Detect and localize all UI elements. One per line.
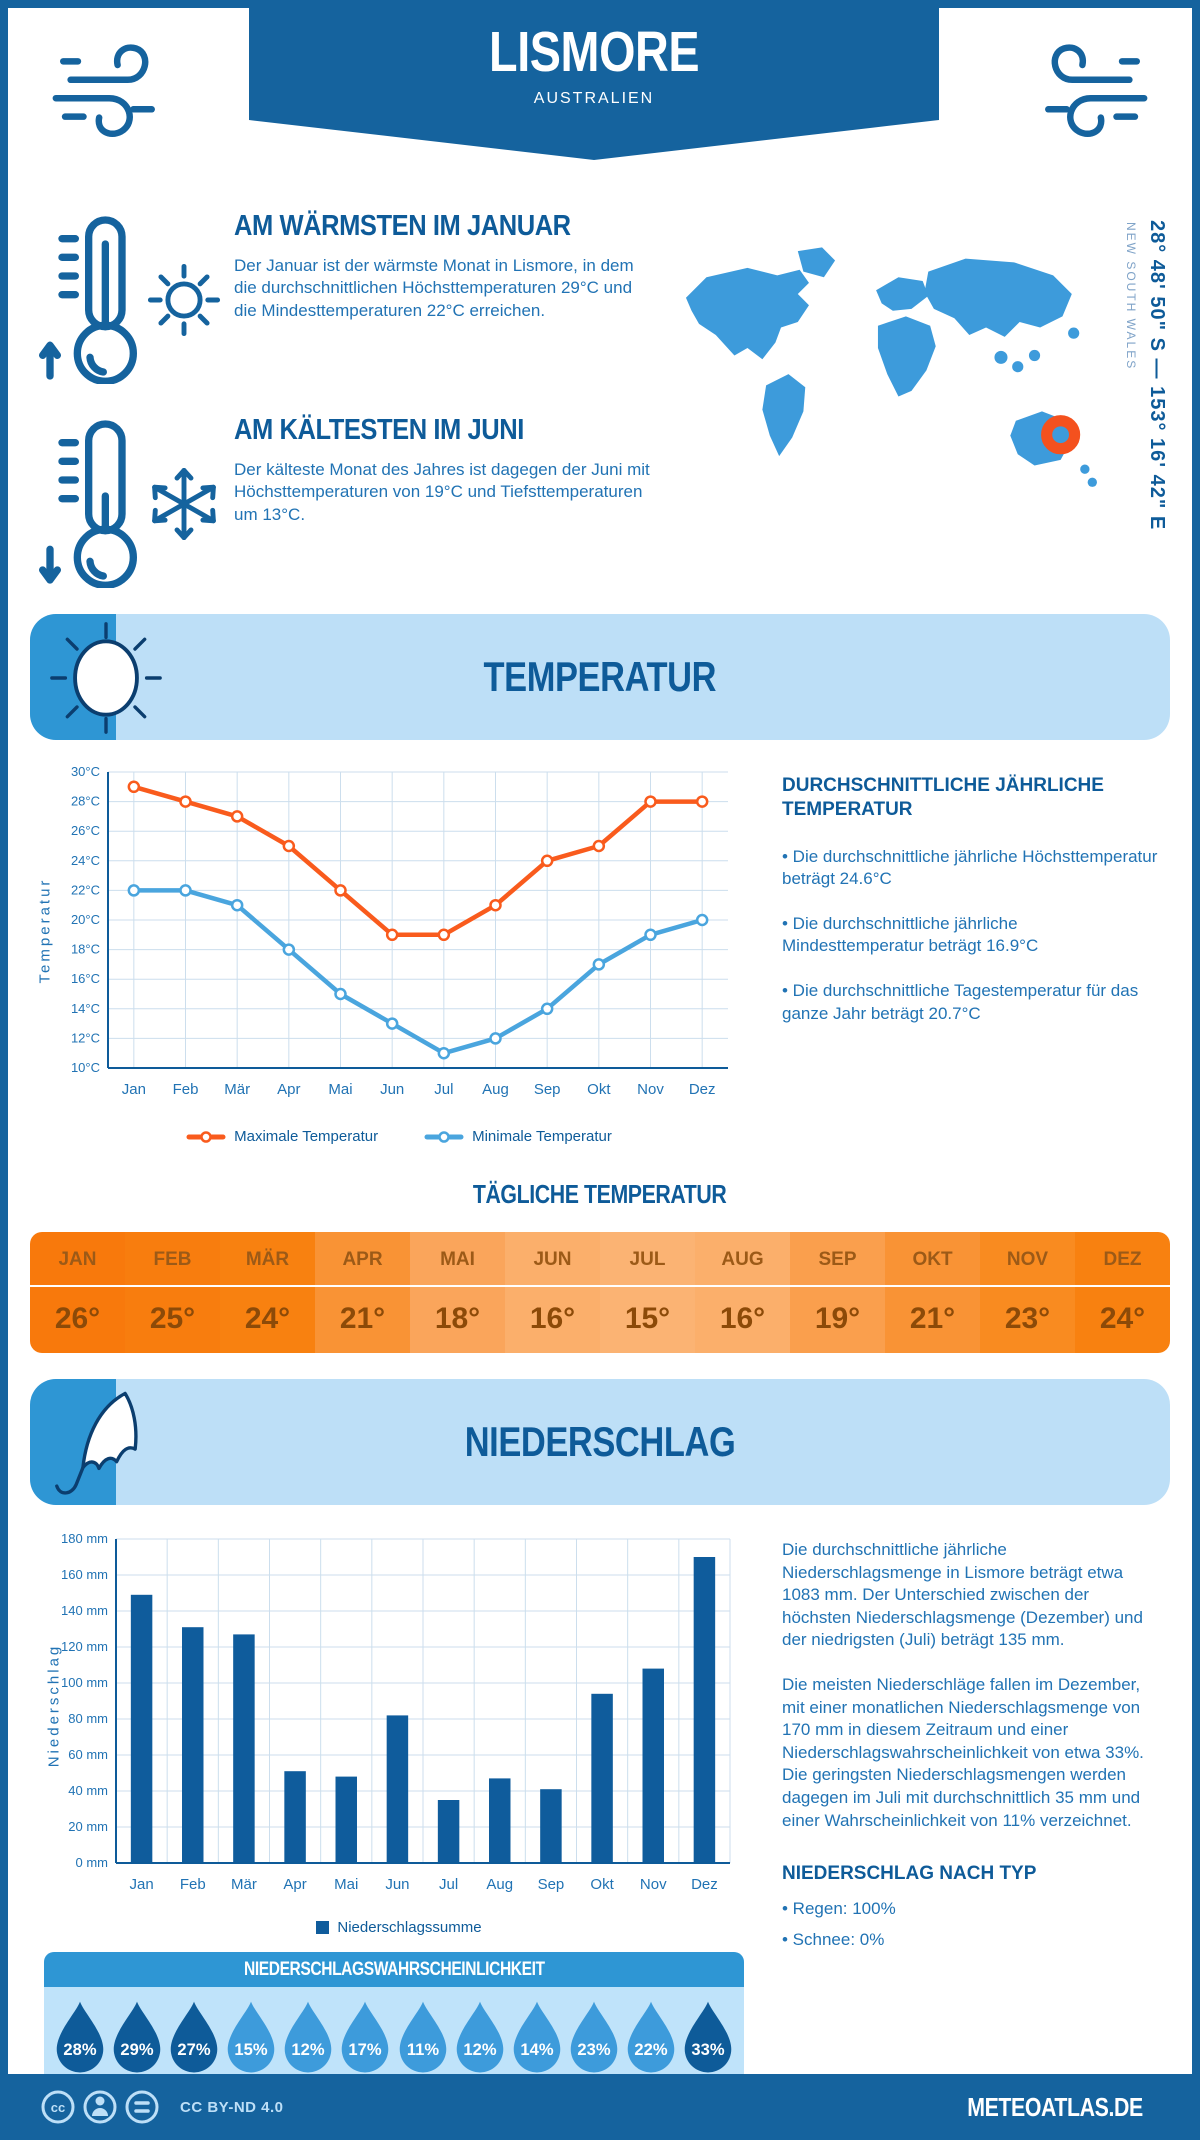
daily-temp-cell — [885, 1232, 980, 1353]
annual-bullet: • Die durchschnittliche jährliche Mindesttemperatur beträgt 16.9°C — [782, 913, 1039, 956]
month-label: MAI — [410, 1232, 505, 1287]
sun-icon — [142, 258, 226, 342]
umbrella-icon — [48, 1385, 160, 1503]
month-label: MÄR — [220, 1232, 315, 1287]
precipitation-band — [30, 1379, 1170, 1505]
precipitation-paragraph: Die durchschnittliche jährliche Niederschlagsmenge in Lismore beträgt etwa 1083 mm. Der Unterschied zwischen der höchsten Niederschlagsmenge (Dezember) und der niedrigsten (Juli) beträgt 135 mm. — [782, 1540, 1143, 1650]
y-axis-title: Temperatur — [36, 877, 54, 984]
warmest-heading: AM WÄRMSTEN IM JANUAR — [234, 210, 571, 242]
coldest-month-block — [38, 410, 658, 588]
svg-text:17%: 17% — [348, 2039, 382, 2059]
map-area — [658, 206, 1170, 588]
svg-text:22%: 22% — [634, 2039, 668, 2059]
wind-icon — [48, 30, 178, 148]
droplet-icon — [682, 1999, 734, 2074]
droplet-icon — [339, 1999, 391, 2074]
svg-text:33%: 33% — [691, 2039, 725, 2059]
annual-heading: DURCHSCHNITTLICHE JÄHRLICHE TEMPERATUR — [782, 775, 1104, 820]
svg-text:40 mm: 40 mm — [68, 1783, 108, 1798]
header — [8, 8, 1192, 196]
svg-text:Jul: Jul — [434, 1081, 454, 1098]
svg-text:12°C: 12°C — [70, 1030, 100, 1046]
snowflake-icon — [142, 462, 226, 546]
droplet-icon — [568, 1999, 620, 2074]
svg-text:Feb: Feb — [172, 1081, 199, 1098]
svg-text:20°C: 20°C — [70, 912, 100, 927]
svg-text:18°C: 18°C — [70, 941, 100, 957]
droplet-icon — [625, 1999, 677, 2074]
svg-text:Feb: Feb — [179, 1876, 206, 1893]
svg-text:Jan: Jan — [129, 1876, 154, 1893]
svg-text:16°C: 16°C — [70, 971, 100, 987]
annual-bullet: • Die durchschnittliche Tagestemperatur für das ganze Jahr beträgt 20.7°C — [782, 980, 1139, 1023]
temperature-value: 25° — [149, 1302, 196, 1335]
svg-text:12%: 12% — [291, 2039, 325, 2059]
svg-text:120 mm: 120 mm — [61, 1639, 108, 1654]
svg-text:180 mm: 180 mm — [61, 1531, 108, 1546]
legend-item — [424, 1128, 612, 1145]
month-label: DEZ — [1075, 1232, 1170, 1287]
legend-line-swatch — [424, 1130, 464, 1144]
precipitation-chart — [30, 1527, 754, 2103]
page-title: LISMORE — [488, 20, 700, 84]
coldest-text: Der kälteste Monat des Jahres ist dagegen der Juni mit Höchsttemperaturen von 19°C und Tiefsttemperaturen um 13°C. — [234, 460, 650, 524]
legend-label: Minimale Temperatur — [472, 1128, 612, 1145]
line-chart-legend — [44, 1128, 754, 1145]
svg-text:28°C: 28°C — [70, 793, 100, 809]
precipitation-paragraph: Die meisten Niederschläge fallen im Dezember, mit einer monatlichen Niederschlagsmenge von 170 mm in diesem Zeitraum und einer Niederschlagswahrscheinlichkeit von etwa 33%. Die geringsten Niederschlagsmengen werden dagegen im Juli mit durchschnittlich 35 mm und einer Wahrscheinlichkeit von 11% verzeichnet. — [782, 1675, 1144, 1830]
svg-text:Nov: Nov — [637, 1081, 664, 1098]
probability-header — [44, 1952, 744, 1987]
svg-text:29%: 29% — [120, 2039, 154, 2059]
svg-text:80 mm: 80 mm — [68, 1711, 108, 1726]
legend-square-swatch — [316, 1921, 329, 1934]
temperature-value: 21° — [909, 1302, 956, 1335]
daily-temp-cell — [790, 1232, 885, 1353]
droplet-icon — [511, 1999, 563, 2074]
svg-text:Apr: Apr — [277, 1081, 301, 1098]
intro-section — [8, 206, 1192, 588]
title-banner — [249, 8, 939, 160]
svg-text:Aug: Aug — [482, 1081, 509, 1098]
temperature-value: 23° — [1004, 1302, 1051, 1335]
svg-text:Sep: Sep — [537, 1876, 565, 1893]
month-label: NOV — [980, 1232, 1075, 1287]
droplet-icon — [111, 1999, 163, 2074]
daily-temp-cell — [600, 1232, 695, 1353]
world-map — [658, 234, 1124, 546]
svg-text:22°C: 22°C — [70, 882, 100, 898]
svg-text:Apr: Apr — [283, 1876, 307, 1893]
svg-text:Jul: Jul — [438, 1876, 459, 1893]
temperature-line-chart — [44, 762, 744, 1118]
warmest-text: Der Januar ist der wärmste Monat in Lismore, in dem die durchschnittlichen Höchsttemperaturen 29°C und die Mindesttemperaturen 22°C erreichen. — [234, 256, 634, 320]
svg-text:60 mm: 60 mm — [68, 1747, 108, 1762]
svg-text:Sep: Sep — [533, 1081, 561, 1098]
warmest-month-block — [38, 206, 658, 384]
bar-chart-legend — [44, 1919, 754, 1936]
footer — [0, 2074, 1200, 2140]
svg-text:100 mm: 100 mm — [61, 1675, 108, 1690]
svg-text:Okt: Okt — [590, 1876, 614, 1893]
svg-text:26°C: 26°C — [70, 823, 100, 839]
temperature-chart — [30, 762, 754, 1145]
legend-item — [316, 1919, 481, 1936]
month-label: OKT — [885, 1232, 980, 1287]
precipitation-bar-chart — [44, 1527, 744, 1909]
precipitation-title: NIEDERSCHLAG — [464, 1418, 736, 1465]
droplet-icon — [168, 1999, 220, 2074]
svg-text:Mai: Mai — [334, 1876, 359, 1893]
geo-coordinates — [1124, 220, 1168, 580]
month-label: JAN — [30, 1232, 125, 1287]
svg-text:15%: 15% — [234, 2039, 268, 2059]
month-label: JUL — [600, 1232, 695, 1287]
droplet-icon — [454, 1999, 506, 2074]
legend-line-swatch — [186, 1130, 226, 1144]
svg-text:27%: 27% — [177, 2039, 211, 2059]
svg-text:23%: 23% — [577, 2039, 611, 2059]
temperature-value: 26° — [54, 1302, 101, 1335]
svg-text:11%: 11% — [406, 2039, 439, 2059]
daily-temp-cell — [695, 1232, 790, 1353]
temperature-value: 15° — [624, 1302, 671, 1335]
svg-text:Nov: Nov — [639, 1876, 667, 1893]
daily-temp-table — [30, 1232, 1170, 1353]
month-label: SEP — [790, 1232, 885, 1287]
temperature-value: 18° — [434, 1302, 481, 1335]
temperature-value: 24° — [1099, 1302, 1146, 1335]
by-type-bullet: • Regen: 100% — [782, 1899, 896, 1919]
daily-temp-cell — [30, 1232, 125, 1353]
legend-label: Maximale Temperatur — [234, 1128, 379, 1145]
droplet-icon — [225, 1999, 277, 2074]
month-label: APR — [315, 1232, 410, 1287]
banner-chevron — [249, 120, 939, 160]
svg-text:Aug: Aug — [486, 1876, 514, 1893]
svg-text:140 mm: 140 mm — [61, 1603, 108, 1618]
legend-item — [186, 1128, 378, 1145]
coordinates-text: 28° 48' 50" S — 153° 16' 42" E — [1146, 220, 1168, 531]
svg-text:Jan: Jan — [121, 1081, 146, 1098]
svg-text:160 mm: 160 mm — [61, 1567, 108, 1582]
by-type-bullet: • Schnee: 0% — [782, 1929, 885, 1949]
daily-temp-cell — [505, 1232, 600, 1353]
svg-text:Dez: Dez — [691, 1876, 718, 1893]
svg-text:30°C: 30°C — [70, 764, 100, 779]
temperature-title: TEMPERATUR — [483, 653, 717, 700]
month-label: AUG — [695, 1232, 790, 1287]
svg-text:Mär: Mär — [224, 1081, 251, 1098]
svg-text:20 mm: 20 mm — [68, 1819, 108, 1834]
annual-temperature-panel — [754, 762, 1170, 1145]
droplet-icon — [54, 1999, 106, 2074]
site-name: METEOATLAS.DE — [967, 2091, 1143, 2122]
svg-text:Jun: Jun — [385, 1876, 410, 1893]
creative-commons-icons — [38, 2085, 166, 2129]
daily-temp-heading: TÄGLICHE TEMPERATUR — [473, 1179, 727, 1209]
svg-text:Jun: Jun — [380, 1081, 405, 1098]
thermometer-cold-icon — [38, 416, 138, 588]
daily-temp-cell — [410, 1232, 505, 1353]
svg-text:Okt: Okt — [587, 1081, 611, 1098]
coldest-heading: AM KÄLTESTEN IM JUNI — [234, 414, 524, 446]
license-text: CC BY-ND 4.0 — [180, 2098, 284, 2116]
svg-text:Mär: Mär — [230, 1876, 257, 1893]
wind-icon — [1022, 30, 1152, 148]
daily-temp-cell — [315, 1232, 410, 1353]
svg-text:24°C: 24°C — [70, 852, 100, 868]
sun-banner-icon — [48, 620, 164, 736]
svg-text:14°C: 14°C — [70, 1000, 100, 1016]
annual-bullet: • Die durchschnittliche jährliche Höchsttemperatur beträgt 24.6°C — [782, 846, 1158, 889]
legend-label: Niederschlagssumme — [337, 1919, 482, 1936]
temperature-band — [30, 614, 1170, 740]
droplet-icon — [397, 1999, 449, 2074]
probability-heading: NIEDERSCHLAGSWAHRSCHEINLICHKEIT — [243, 1958, 545, 1980]
daily-temp-cell — [220, 1232, 315, 1353]
svg-text:14%: 14% — [520, 2039, 554, 2059]
y-axis-title: Niederschlag — [45, 1643, 63, 1768]
svg-text:12%: 12% — [463, 2039, 497, 2059]
svg-text:0 mm: 0 mm — [75, 1855, 108, 1870]
daily-temp-cell — [980, 1232, 1075, 1353]
svg-text:Mai: Mai — [328, 1081, 353, 1098]
thermometer-warm-icon — [38, 212, 138, 384]
month-label: JUN — [505, 1232, 600, 1287]
temperature-split — [8, 762, 1192, 1145]
svg-text:Dez: Dez — [688, 1081, 716, 1098]
page-subtitle: AUSTRALIEN — [533, 90, 655, 107]
temperature-value: 16° — [719, 1302, 766, 1335]
temperature-value: 16° — [529, 1302, 576, 1335]
temperature-value: 21° — [339, 1302, 386, 1335]
precipitation-split — [8, 1527, 1192, 2103]
droplet-icon — [282, 1999, 334, 2074]
temperature-value: 19° — [814, 1302, 861, 1335]
svg-text:28%: 28% — [62, 2039, 97, 2059]
by-type-heading: NIEDERSCHLAG NACH TYP — [782, 1863, 1037, 1885]
temperature-value: 24° — [244, 1302, 291, 1335]
svg-text:cc: cc — [50, 2100, 66, 2115]
month-label: FEB — [125, 1232, 220, 1287]
precipitation-text-panel — [754, 1527, 1170, 2103]
daily-temp-cell — [1075, 1232, 1170, 1353]
svg-text:10°C: 10°C — [70, 1060, 100, 1075]
daily-temp-cell — [125, 1232, 220, 1353]
region-text: NEW SOUTH WALES — [1124, 222, 1138, 371]
